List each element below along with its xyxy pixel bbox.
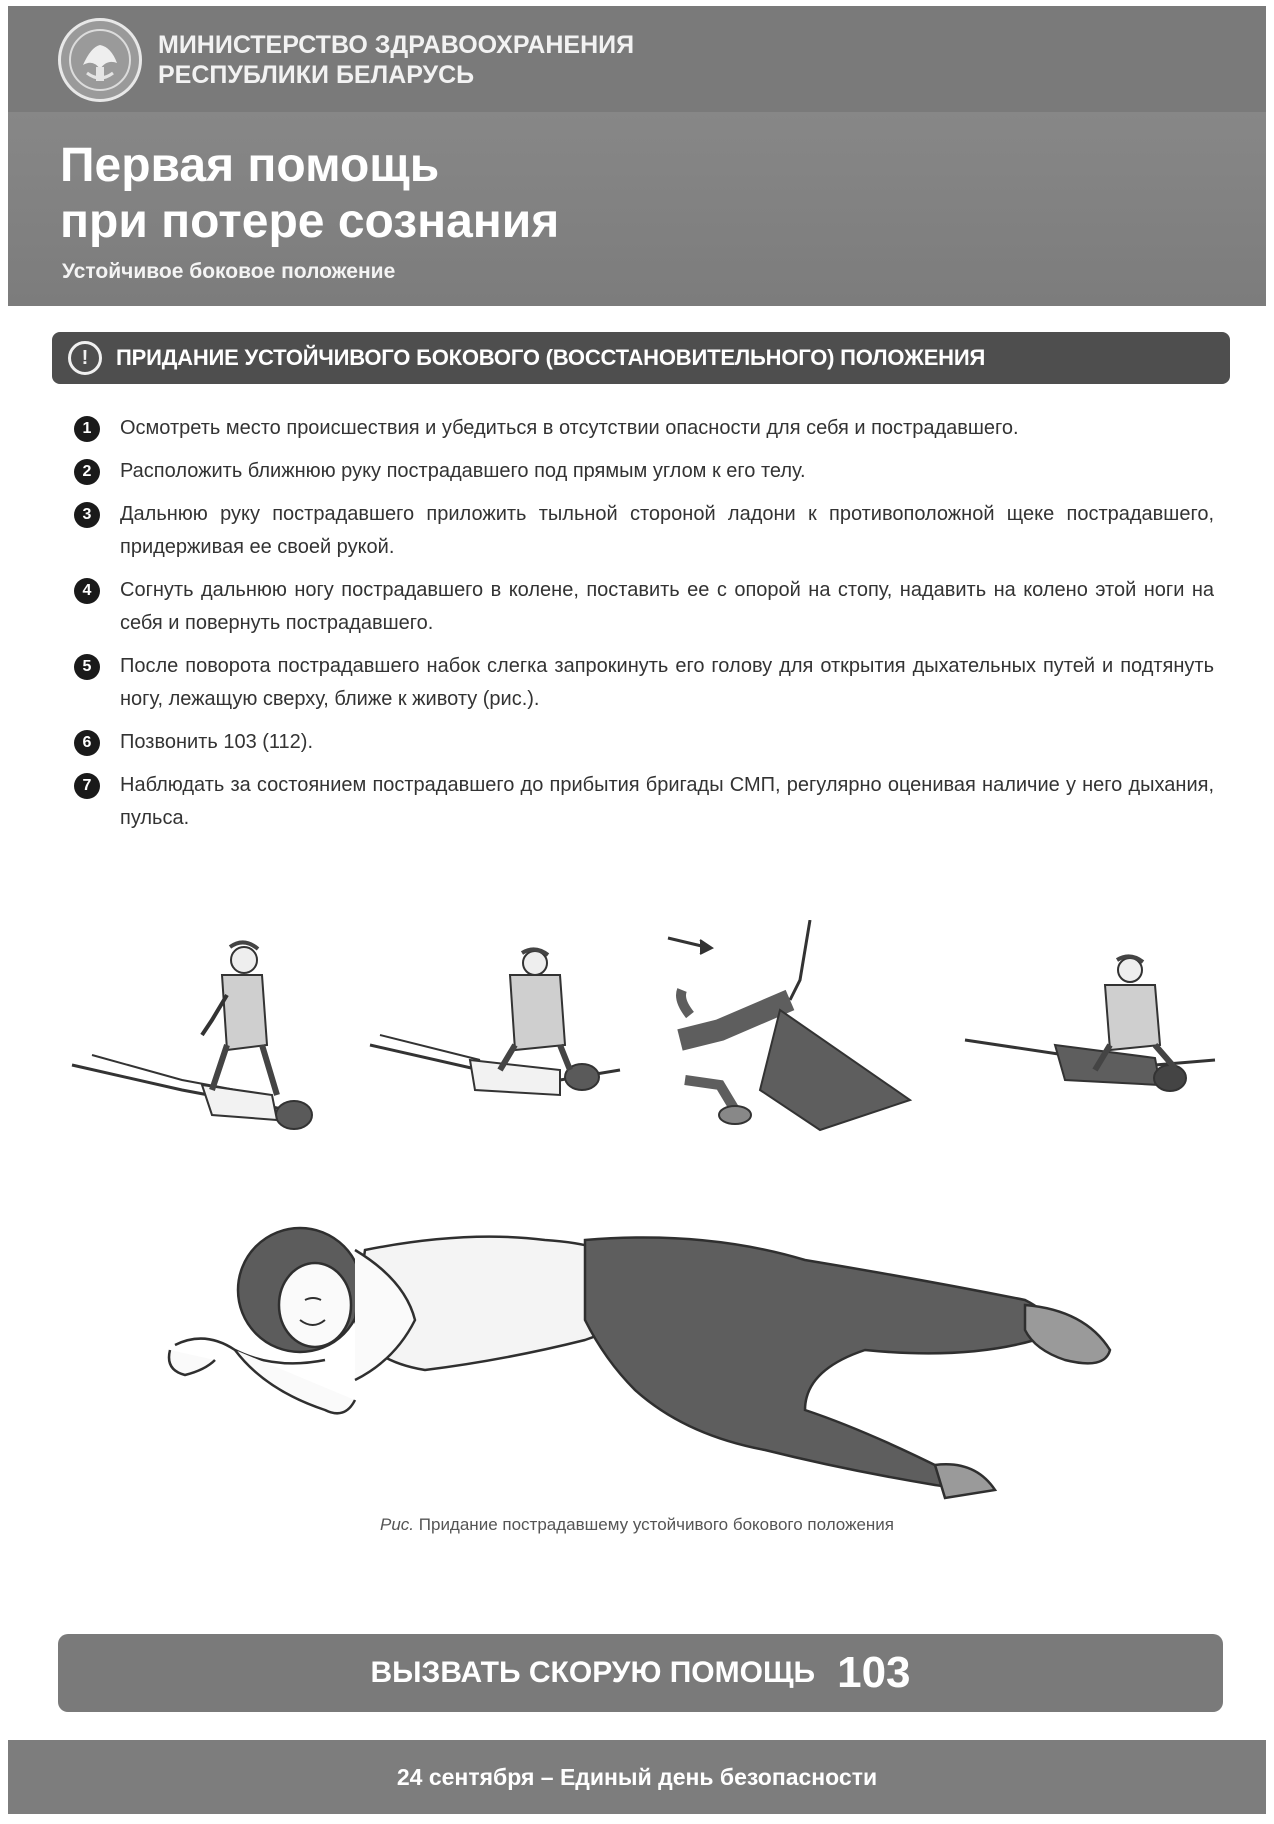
ministry-emblem-icon [58,18,142,102]
step-number-badge: 3 [74,502,100,528]
step-text: После поворота пострадавшего набок слегка запрокинуть его голову для открытия дыхательных путей и подтянуть ногу, лежащую сверху, ближе к животу (рис.). [120,655,1214,710]
step-text: Согнуть дальнюю ногу пострадавшего в колене, поставить ее с опорой на стопу, надавить на колено этой ноги на себя и повернуть пострадавшего. [120,579,1214,634]
step-item [74,412,1214,445]
emergency-number: 103 [837,1648,911,1697]
caption-prefix: Рис. [380,1515,415,1534]
page-title [60,138,559,250]
step-item [74,455,1214,488]
ministry-name [158,30,634,90]
ministry-line-2: РЕСПУБЛИКИ БЕЛАРУСЬ [158,61,475,89]
header-banner [8,6,1266,306]
step-item [74,574,1214,640]
step-text: Осмотреть место происшествия и убедиться в отсутствии опасности для себя и пострадавшего. [120,417,1019,439]
step-number-badge: 5 [74,654,100,680]
illustration-step-bend-leg [660,920,930,1145]
caption-text: Придание пострадавшему устойчивого бокового положения [418,1515,894,1534]
step-item [74,498,1214,564]
step-text: Расположить ближнюю руку пострадавшего под прямым углом к его телу. [120,460,806,482]
figure-caption [0,1515,1274,1535]
step-text: Наблюдать за состоянием пострадавшего до прибытия бригады СМП, регулярно оценивая наличие у него дыхания, пульса. [120,774,1214,829]
illustration-step-hand-cheek [360,945,630,1135]
illustration-step-arm [62,925,332,1145]
step-text: Позвонить 103 (112). [120,731,314,753]
step-number-badge: 7 [74,773,100,799]
step-number-badge: 6 [74,730,100,756]
call-ambulance-text: ВЫЗВАТЬ СКОРУЮ ПОМОЩЬ [370,1656,816,1689]
footer-text: 24 сентября – Единый день безопасности [396,1763,878,1790]
illustration-recovery-position [165,1210,1125,1500]
section-title: ПРИДАНИЕ УСТОЙЧИВОГО БОКОВОГО (ВОССТАНОВИТЕЛЬНОГО) ПОЛОЖЕНИЯ [116,345,986,370]
ministry-line-1: МИНИСТЕРСТВО ЗДРАВООХРАНЕНИЯ [158,31,635,59]
title-line-1: Первая помощь [60,139,440,192]
steps-list [74,412,1214,845]
step-number-badge: 4 [74,578,100,604]
step-item [74,769,1214,835]
call-ambulance-bar [58,1634,1223,1712]
step-item [74,650,1214,716]
step-item [74,726,1214,759]
step-number-badge: 2 [74,459,100,485]
illustration-step-roll [955,950,1225,1125]
page-subtitle: Устойчивое боковое положение [62,260,396,283]
footer-banner [8,1740,1266,1814]
title-line-2: при потере сознания [60,195,560,248]
section-header-bar [52,332,1230,384]
exclamation-icon: ! [68,341,102,375]
step-text: Дальнюю руку пострадавшего приложить тыльной стороной ладони к противоположной щеке пострадавшего, придерживая ее своей рукой. [120,503,1214,558]
step-number-badge: 1 [74,416,100,442]
